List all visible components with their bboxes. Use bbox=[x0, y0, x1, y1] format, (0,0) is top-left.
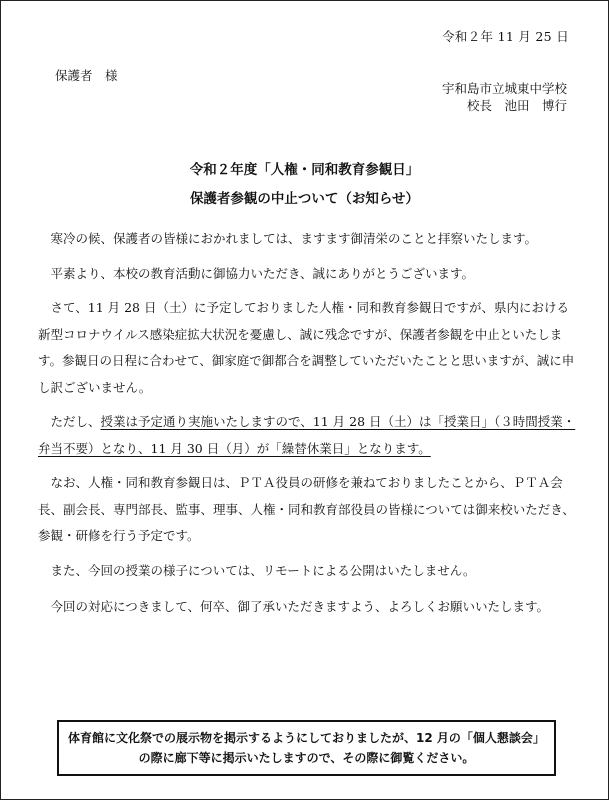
document-body bbox=[38, 226, 576, 629]
sender-school: 宇和島市立城東中学校 bbox=[441, 81, 567, 96]
title-line-2: 保護者参観の中止ついて（お知らせ） bbox=[189, 191, 420, 207]
exhibit-notice-box bbox=[57, 720, 556, 776]
paragraph-remote: また、今回の授業の様子については、リモートによる公開はいたしません。 bbox=[50, 562, 476, 578]
paragraph-closing: 今回の対応につきまして、何卒、御了承いただきますよう、よろしくお願いいたします。 bbox=[50, 599, 550, 614]
notice-line-2: の際に廊下等に掲示いたしますので、その際に御覧ください。 bbox=[138, 751, 475, 765]
schedule-lead: ただし、 bbox=[50, 414, 101, 429]
sender-block bbox=[442, 80, 567, 114]
sender-principal: 校長 池田 博行 bbox=[466, 98, 567, 113]
paragraph-class-schedule bbox=[38, 409, 576, 462]
schedule-underlined: 授業は予定通り実施いたしますので、11 月 28 日（土）は「授業日」（３時間授業・弁当不要）となり、11 月 30 日（月）が「繰替休業日」となります。 bbox=[38, 414, 576, 456]
paragraph-pta: なお、人権・同和教育参観日は、ＰＴＡ役員の研修を兼ねておりましたことから、ＰＴＡ会長、副会長、専門部長、監事、理事、人権・同和教育部役員の皆様については御来校いただき、参観・研修を行う予定です。 bbox=[38, 475, 575, 543]
paragraph-thanks: 平素より、本校の教育活動に御協力いただき、誠にありがとうございます。 bbox=[50, 265, 475, 281]
document-date: 令和２年 11 月 25 日 bbox=[442, 29, 569, 44]
notice-line-1: 体育館に文化祭での展示物を掲示するようにしておりましたが、12 月の「個人懇談会」 bbox=[68, 731, 545, 745]
paragraph-greeting: 寒冷の候、保護者の皆様におかれましては、ますます御清栄のことと拝察いたします。 bbox=[50, 231, 538, 246]
recipient: 保護者 様 bbox=[55, 68, 118, 83]
document-title bbox=[0, 156, 609, 214]
title-line-1: 令和２年度「人権・同和教育参観日」 bbox=[189, 162, 420, 178]
paragraph-cancellation: さて、11 月 28 日（土）に予定しておりました人権・同和教育参観日ですが、県内における新型コロナウイルス感染症拡大状況を憂慮し、誠に残念ですが、保護者参観を中止といたします。参観日の日程に合わせて、御家庭で御都合を調整していただいたことと思いますが、誠に申し訳ございません。 bbox=[38, 300, 575, 395]
